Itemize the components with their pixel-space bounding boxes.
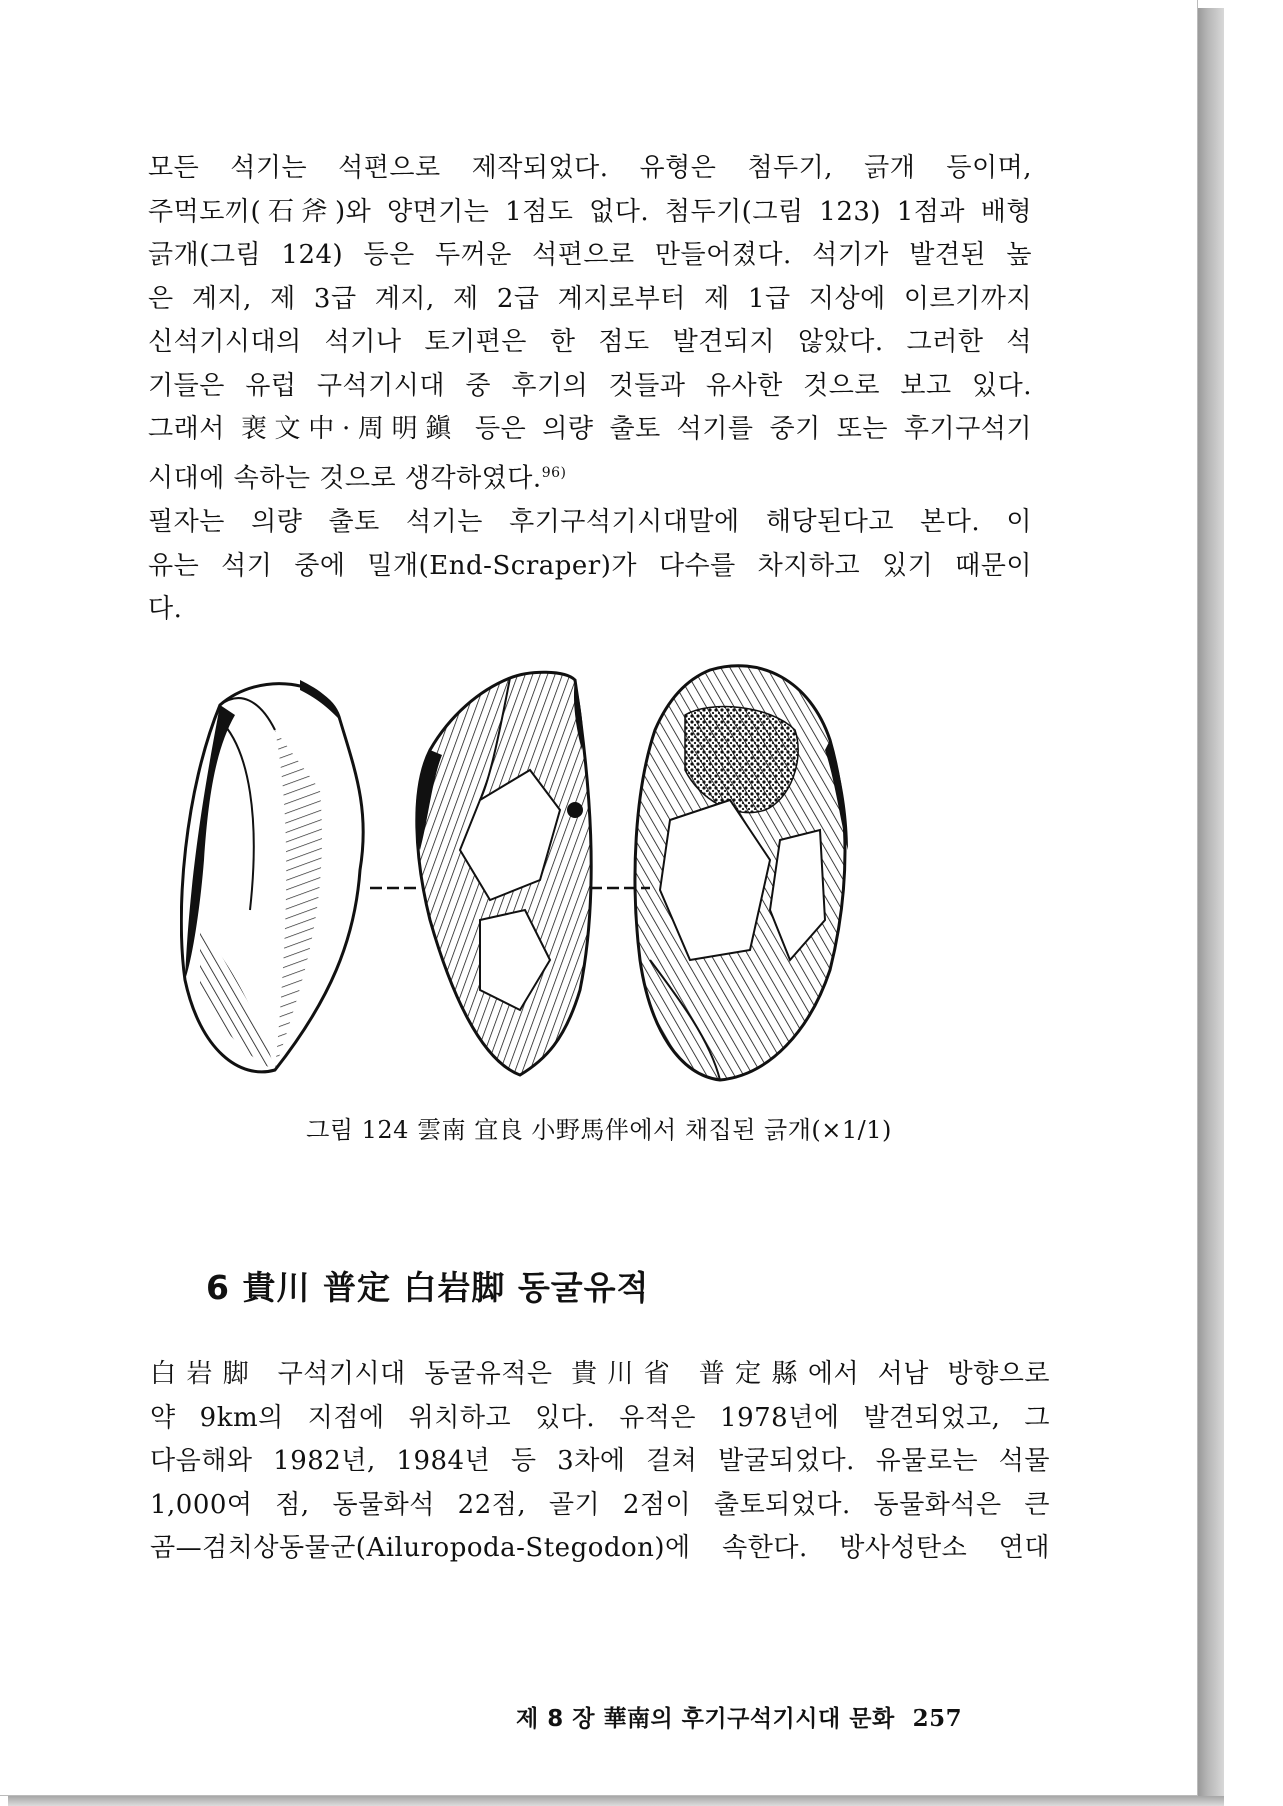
section-heading: 6 貴川 普定 白岩脚 동굴유적 bbox=[206, 1268, 650, 1307]
paragraph-1 bbox=[148, 147, 1032, 501]
text-line: 1,000여 점, 동물화석 22점, 골기 2점이 출토되었다. 동물화석은 큰 bbox=[150, 1489, 1050, 1520]
page-stack-edge-bottom bbox=[8, 1796, 1224, 1806]
text-line: 그래서 裵文中·周明鎭 등은 의량 출토 석기를 중기 또는 후기구석기 bbox=[148, 414, 1032, 444]
text-line: 주먹도끼(石斧)와 양면기는 1점도 없다. 첨두기(그림 123) 1점과 배형 bbox=[148, 196, 1032, 227]
scraper-illustration bbox=[180, 660, 1000, 1090]
text-line: 다음해와 1982년, 1984년 등 3차에 걸쳐 발굴되었다. 유물로는 석물 bbox=[150, 1446, 1050, 1476]
page-number: 257 bbox=[912, 1705, 963, 1732]
footnote-reference[interactable]: 96) bbox=[541, 464, 567, 481]
chapter-title: 제 8 장 華南의 후기구석기시대 문화 bbox=[516, 1706, 895, 1732]
running-footer bbox=[516, 1700, 1016, 1733]
text-line-content: 시대에 속하는 것으로 생각하였다. bbox=[148, 463, 542, 494]
text-line: 다. bbox=[148, 594, 183, 624]
text-line: 약 9km의 지점에 위치하고 있다. 유적은 1978년에 발견되었고, 그 bbox=[150, 1402, 1050, 1433]
text-line: 모든 석기는 석편으로 제작되었다. 유형은 첨두기, 긁개 등이며, bbox=[148, 153, 1032, 183]
text-line: 필자는 의량 출토 석기는 후기구석기시대말에 해당된다고 본다. 이 bbox=[148, 507, 1032, 537]
page-stack-edge bbox=[1198, 8, 1224, 1796]
text-line: 곰—검치상동물군(Ailuropoda-Stegodon)에 속한다. 방사성탄소 연대 bbox=[150, 1533, 1050, 1563]
stone-view-front bbox=[181, 680, 363, 1072]
text-line: 신석기시대의 석기나 토기편은 한 점도 발견되지 않았다. 그러한 석 bbox=[148, 327, 1032, 357]
paragraph-3 bbox=[150, 1353, 1050, 1571]
text-line: 기들은 유럽 구석기시대 중 후기의 것들과 유사한 것으로 보고 있다. bbox=[148, 370, 1032, 401]
text-line: 긁개(그림 124) 등은 두꺼운 석편으로 만들어졌다. 석기가 발견된 높 bbox=[148, 240, 1032, 270]
text-line: 유는 석기 중에 밀개(End-Scraper)가 다수를 차지하고 있기 때문이 bbox=[148, 550, 1032, 581]
figure-caption: 그림 124 雲南 宜良 小野馬伴에서 채집된 긁개(×1/1) bbox=[306, 1116, 892, 1144]
paragraph-2 bbox=[148, 501, 1032, 632]
text-line bbox=[148, 452, 1032, 501]
text-line: 은 계지, 제 3급 계지, 제 2급 계지로부터 제 1급 지상에 이르기까지 bbox=[148, 283, 1032, 314]
text-line: 白岩脚 구석기시대 동굴유적은 貴川省 普定縣에서 서남 방향으로 bbox=[150, 1359, 1050, 1389]
stone-view-back bbox=[635, 666, 848, 1080]
stone-view-side bbox=[416, 672, 592, 1075]
